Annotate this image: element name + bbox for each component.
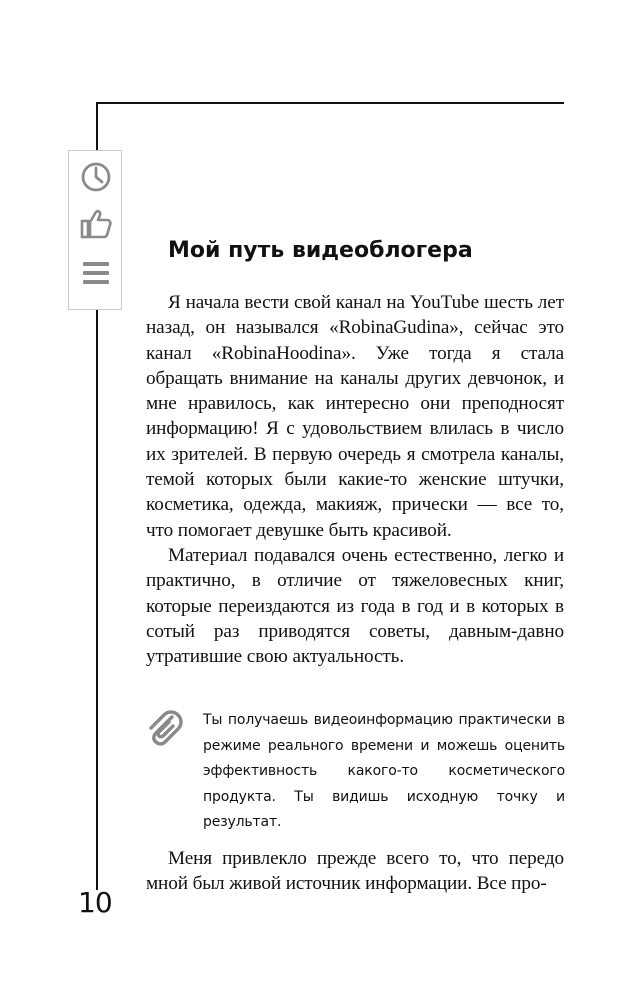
section-title: Мой путь видеоблогера xyxy=(168,238,473,263)
body-paragraph: Меня привлекло прежде всего то, что передо мной был живой источник информации. Все про- xyxy=(146,848,564,895)
frame-top-rule xyxy=(96,102,564,104)
body-paragraph: Я начала вести свой канал на YouTube шесть лет назад, он назывался «RobinaGudina», сейчас это канал «RobinaHoodina». Уже тогда я стала обращать внимание на каналы других девчонок, и мне нравилось, как интересно они преподносят информацию! Я с удовольствием влилась в число их зрителей. В первую очередь я смотрела каналы, темой которых были какие-то женские штучки, косметика, одежда, макияж, прически — все то, что помогает девушке быть красивой. xyxy=(146,292,564,541)
menu-icon[interactable] xyxy=(78,255,114,291)
paperclip-icon xyxy=(142,707,186,751)
thumbs-up-icon[interactable] xyxy=(78,206,114,242)
body-paragraph: Материал подавался очень естественно, легко и практично, в отличие от тяжеловесных книг, которые переиздаются из года в год и в которых в сотый раз приводятся советы, давным-давно утратившие свою актуальность. xyxy=(146,545,564,668)
sidebar-toolbar xyxy=(68,150,122,310)
tip-text: Ты получаешь видеоинформацию практически в режиме реального времени и можешь оценить эффективность какого-то косметического продукта. Ты видишь исходную точку и результат. xyxy=(203,712,565,831)
page-number: 10 xyxy=(78,886,112,919)
clock-icon[interactable] xyxy=(78,159,114,195)
